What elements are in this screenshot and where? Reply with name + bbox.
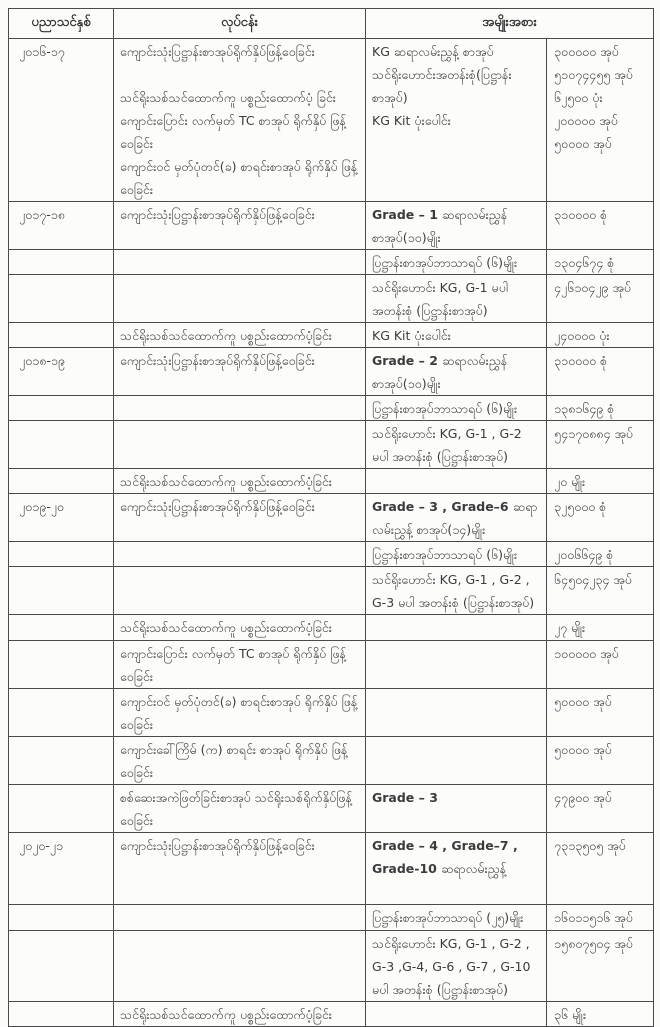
quantity-line: ၂၀၀၆၆၄၉ စုံ bbox=[554, 547, 614, 562]
quantity-cell bbox=[547, 39, 654, 202]
table-row bbox=[9, 737, 654, 785]
table-row bbox=[9, 641, 654, 689]
quantity-cell bbox=[547, 202, 654, 250]
activity-line: ကျောင်းသုံးပြဋ္ဌာန်းစာအုပ်ရိုက်နှိပ်ဖြန့်ဝေခြင်း bbox=[120, 207, 315, 222]
table-row bbox=[9, 323, 654, 348]
year-cell bbox=[9, 567, 114, 615]
quantity-line: ၂၀၀၀၀၀ အုပ် bbox=[554, 113, 618, 128]
activity-line: သင်ရိုးသစ်သင်ထောက်ကူ ပစ္စည်းထောက်ပံ့ ခြင်း bbox=[120, 90, 336, 105]
year-cell bbox=[9, 323, 114, 348]
activity-line: ကျောင်းခေါ်ကြိမ် (က) စာရင်း စာအုပ် ရိုက်နှိပ် ဖြန့်ဝေခြင်း bbox=[120, 742, 348, 780]
category-cell bbox=[366, 689, 547, 737]
quantity-cell bbox=[547, 348, 654, 396]
activity-line: သင်ရိုးသစ်သင်ထောက်ကူ ပစ္စည်းထောက်ပံ့ခြင်း bbox=[120, 620, 332, 635]
table-row bbox=[9, 396, 654, 421]
table-row bbox=[9, 931, 654, 1002]
quantity-line: ၅၀၀၀၀ အုပ် bbox=[554, 136, 612, 151]
quantity-line: ၃၆ မျိုး bbox=[554, 1007, 587, 1022]
year-cell bbox=[9, 469, 114, 494]
quantity-line: ၃၁၀၀၀၀ စုံ bbox=[554, 207, 608, 222]
quantity-line: ၂၀ မျိုး bbox=[554, 474, 586, 489]
category-line: Grade – 1 ဆရာလမ်းညွှန်စာအုပ်(၁၀)မျိုး bbox=[372, 207, 508, 245]
year-cell bbox=[9, 931, 114, 1002]
grade-label: Grade – 2 bbox=[372, 353, 443, 368]
quantity-line: ၅၀၀၀၀ အုပ် bbox=[554, 694, 612, 709]
activity-cell bbox=[114, 567, 366, 615]
activity-line: သင်ရိုးသစ်သင်ထောက်ကူ ပစ္စည်းထောက်ပံ့ခြင်း bbox=[120, 328, 332, 343]
activity-line: ကျောင်းသုံးပြဋ္ဌာန်းစာအုပ်ရိုက်နှိပ်ဖြန့်ဝေခြင်း bbox=[120, 44, 315, 59]
header-row bbox=[9, 9, 654, 39]
table-row bbox=[9, 250, 654, 275]
category-cell bbox=[366, 542, 547, 567]
textbook-distribution-table bbox=[8, 8, 654, 1027]
category-cell bbox=[366, 494, 547, 542]
activity-line: ကျောင်းဝင် မှတ်ပုံတင်(ခ) စာရင်းစာအုပ် ရိုက်နှိပ် ဖြန့်ဝေခြင်း bbox=[120, 159, 358, 197]
activity-line: ကျောင်းပြောင်း လက်မှတ် TC စာအုပ် ရိုက်နှိပ် ဖြန့်ဝေခြင်း bbox=[120, 113, 346, 151]
activity-cell bbox=[114, 905, 366, 931]
category-cell bbox=[366, 348, 547, 396]
activity-cell bbox=[114, 641, 366, 689]
category-cell bbox=[366, 567, 547, 615]
category-cell bbox=[366, 641, 547, 689]
quantity-cell bbox=[547, 615, 654, 641]
quantity-line: ၂၇ မျိုး bbox=[554, 620, 586, 635]
activity-line bbox=[120, 63, 359, 86]
activity-cell bbox=[114, 1002, 366, 1027]
activity-line: သင်ရိုးသစ်သင်ထောက်ကူ ပစ္စည်းထောက်ပံ့ခြင်း bbox=[120, 1007, 332, 1022]
year-cell: ၂၀၁၇-၁၈ bbox=[9, 202, 114, 250]
activity-line: ကျောင်းဝင် မှတ်ပုံတင်(ခ) စာရင်းစာအုပ် ရိုက်နှိပ် ဖြန့်ဝေခြင်း bbox=[120, 694, 358, 732]
category-line: ပြဋ္ဌာန်းစာအုပ်ဘာသာရပ် (၆)မျိုး bbox=[372, 255, 518, 270]
quantity-cell bbox=[547, 905, 654, 931]
header-activity: လုပ်ငန်း bbox=[114, 9, 366, 39]
category-line: သင်ရိုးဟောင်းအတန်းစုံ(ပြဋ္ဌာန်းစာအုပ်) bbox=[372, 67, 512, 105]
activity-cell bbox=[114, 39, 366, 202]
year-cell bbox=[9, 785, 114, 833]
quantity-cell bbox=[547, 494, 654, 542]
grade-label: Grade – 3 , Grade–6 bbox=[372, 499, 513, 514]
table-row bbox=[9, 469, 654, 494]
category-cell bbox=[366, 421, 547, 469]
activity-line: ကျောင်းသုံးပြဋ္ဌာန်းစာအုပ်ရိုက်နှိပ်ဖြန့်ဝေခြင်း bbox=[120, 353, 315, 368]
header-type: အမျိုးအစား bbox=[366, 9, 654, 39]
category-line: သင်ရိုးဟောင်း KG, G-1 , G-2 မပါ အတန်းစုံ (ပြဋ္ဌာန်းစာအုပ်) bbox=[372, 426, 522, 464]
category-cell bbox=[366, 202, 547, 250]
activity-cell bbox=[114, 615, 366, 641]
category-line: ပြဋ္ဌာန်းစာအုပ်ဘာသာရပ် (၆)မျိုး bbox=[372, 547, 518, 562]
year-cell bbox=[9, 250, 114, 275]
category-line: KG ဆရာလမ်းညွှန့် စာအုပ် bbox=[372, 44, 494, 59]
category-line: Grade – 2 ဆရာလမ်းညွှန်စာအုပ်(၁၀)မျိုး bbox=[372, 353, 508, 391]
year-cell bbox=[9, 396, 114, 421]
category-line bbox=[372, 786, 540, 809]
category-line: Grade – 4 , Grade–7 , Grade-10 ဆရာလမ်းညွှန့် bbox=[372, 838, 518, 876]
category-line: ပြဋ္ဌာန်းစာအုပ်ဘာသာရပ် (၆)မျိုး bbox=[372, 401, 518, 416]
quantity-cell bbox=[547, 275, 654, 323]
year-cell bbox=[9, 615, 114, 641]
grade-label: Grade – 4 , Grade–7 , Grade-10 bbox=[372, 838, 518, 876]
quantity-cell bbox=[547, 469, 654, 494]
table-row bbox=[9, 39, 654, 202]
quantity-line: ၁၃၀၄၆၇၄ စုံ bbox=[554, 255, 615, 270]
category-cell bbox=[366, 737, 547, 785]
quantity-line: ၅၄၁၇၀၈၈၄ အုပ် bbox=[554, 426, 634, 441]
quantity-cell bbox=[547, 641, 654, 689]
quantity-cell bbox=[547, 1002, 654, 1027]
table-row bbox=[9, 1002, 654, 1027]
year-cell bbox=[9, 905, 114, 931]
category-cell bbox=[366, 323, 547, 348]
quantity-line: ၆၂၅၀၀ ပုံး bbox=[554, 90, 603, 105]
quantity-line: ၇၃၁၃၅၀၅ အုပ် bbox=[554, 838, 626, 853]
category-cell bbox=[366, 615, 547, 641]
quantity-line: ၁၅၈၀၇၅၀၄ အုပ် bbox=[554, 936, 633, 951]
activity-line: သင်ရိုးသစ်သင်ထောက်ကူ ပစ္စည်းထောက်ပံ့ခြင်း bbox=[120, 474, 332, 489]
category-cell bbox=[366, 905, 547, 931]
quantity-cell bbox=[547, 737, 654, 785]
table-row bbox=[9, 494, 654, 542]
category-line: KG Kit ပုံးပေါင်း bbox=[372, 113, 451, 128]
header-year: ပညာသင်နှစ် bbox=[9, 9, 114, 39]
activity-line: ကျောင်းသုံးပြဋ္ဌာန်းစာအုပ်ရိုက်နှိပ်ဖြန့်ဝေခြင်း bbox=[120, 499, 315, 514]
category-cell bbox=[366, 833, 547, 905]
year-cell bbox=[9, 737, 114, 785]
category-cell bbox=[366, 39, 547, 202]
category-line: သင်ရိုးဟောင်း KG, G-1 , G-2 , G-3 မပါ အတန်းစုံ (ပြဋ္ဌာန်းစာအုပ်) bbox=[372, 572, 535, 610]
category-cell bbox=[366, 1002, 547, 1027]
quantity-line: ၅၀၀၀၀ အုပ် bbox=[554, 742, 612, 757]
table-row bbox=[9, 833, 654, 905]
quantity-line: ၁၆၀၁၁၅၁၆ အုပ် bbox=[554, 910, 633, 925]
year-cell bbox=[9, 1002, 114, 1027]
activity-line: စစ်ဆေးအကဲဖြတ်ခြင်းစာအုပ် သင်ရိုးသစ်ရိုက်နှိပ်ဖြန့်ဝေခြင်း bbox=[120, 790, 352, 828]
table-row bbox=[9, 421, 654, 469]
year-cell: ၂၀၂၀-၂၁ bbox=[9, 833, 114, 905]
category-line: KG Kit ပုံးပေါင်း bbox=[372, 328, 451, 343]
year-cell bbox=[9, 275, 114, 323]
category-line: သင်ရိုးဟောင်း KG, G-1 မပါ အတန်းစုံ (ပြဋ္ဌာန်းစာအုပ်) bbox=[372, 280, 508, 318]
year-cell: ၂၀၁၆-၁၇ bbox=[9, 39, 114, 202]
quantity-line: ၁၀၀၀၀၀ အုပ် bbox=[554, 646, 619, 661]
quantity-line: ၅၁၀၇၄၄၅၅ အုပ် bbox=[554, 67, 633, 82]
activity-cell bbox=[114, 202, 366, 250]
grade-label: Grade – 1 bbox=[372, 207, 443, 222]
activity-cell bbox=[114, 689, 366, 737]
year-cell: ၂၀၁၉-၂၀ bbox=[9, 494, 114, 542]
quantity-cell bbox=[547, 250, 654, 275]
quantity-line: ၃၀၀၀၀၀ အုပ် bbox=[554, 44, 619, 59]
year-cell: ၂၀၁၈-၁၉ bbox=[9, 348, 114, 396]
category-line: Grade – 3 , Grade–6 ဆရာလမ်းညွှန့် စာအုပ်(၁၄)မျိုး bbox=[372, 499, 538, 537]
activity-cell bbox=[114, 833, 366, 905]
table-row bbox=[9, 615, 654, 641]
category-cell bbox=[366, 250, 547, 275]
quantity-line: ၃၁၀၀၀၀ စုံ bbox=[554, 353, 608, 368]
quantity-cell bbox=[547, 421, 654, 469]
activity-cell bbox=[114, 323, 366, 348]
quantity-cell bbox=[547, 542, 654, 567]
quantity-line: ၄၇၉၀၀ အုပ် bbox=[554, 790, 612, 805]
activity-cell bbox=[114, 250, 366, 275]
year-cell bbox=[9, 641, 114, 689]
quantity-cell bbox=[547, 785, 654, 833]
category-cell bbox=[366, 785, 547, 833]
activity-cell bbox=[114, 421, 366, 469]
activity-cell bbox=[114, 931, 366, 1002]
activity-cell bbox=[114, 275, 366, 323]
quantity-cell bbox=[547, 396, 654, 421]
category-cell bbox=[366, 275, 547, 323]
activity-line: ကျောင်းသုံးပြဋ္ဌာန်းစာအုပ်ရိုက်နှိပ်ဖြန့်ဝေခြင်း bbox=[120, 838, 315, 853]
year-cell bbox=[9, 689, 114, 737]
quantity-line: ၂၄၀၀၀၀ ပုံး bbox=[554, 328, 610, 343]
year-cell bbox=[9, 542, 114, 567]
table-row bbox=[9, 689, 654, 737]
quantity-cell bbox=[547, 931, 654, 1002]
table-body bbox=[9, 39, 654, 1027]
table-row bbox=[9, 567, 654, 615]
category-cell bbox=[366, 396, 547, 421]
activity-cell bbox=[114, 737, 366, 785]
year-cell bbox=[9, 421, 114, 469]
activity-cell bbox=[114, 542, 366, 567]
quantity-cell bbox=[547, 323, 654, 348]
quantity-cell bbox=[547, 689, 654, 737]
quantity-line: ၆၄၅၀၄၂၃၄ အုပ် bbox=[554, 572, 632, 587]
quantity-cell bbox=[547, 833, 654, 905]
quantity-line: ၄၂၆၁၀၄၂၉ အုပ် bbox=[554, 280, 632, 295]
activity-cell bbox=[114, 469, 366, 494]
activity-cell bbox=[114, 348, 366, 396]
activity-cell bbox=[114, 494, 366, 542]
table-row bbox=[9, 275, 654, 323]
table-row bbox=[9, 348, 654, 396]
table-row bbox=[9, 202, 654, 250]
quantity-cell bbox=[547, 567, 654, 615]
table-row bbox=[9, 542, 654, 567]
activity-cell bbox=[114, 785, 366, 833]
quantity-line: ၃၂၅၀၀၀ စုံ bbox=[554, 499, 607, 514]
activity-cell bbox=[114, 396, 366, 421]
activity-line: ကျောင်းပြောင်း လက်မှတ် TC စာအုပ် ရိုက်နှိပ် ဖြန့်ဝေခြင်း bbox=[120, 646, 346, 684]
table-row bbox=[9, 785, 654, 833]
category-cell bbox=[366, 469, 547, 494]
grade-label: Grade – 3 bbox=[372, 790, 438, 805]
table-row bbox=[9, 905, 654, 931]
quantity-line: ၁၃၈၁၆၄၉ စုံ bbox=[554, 401, 615, 416]
category-line: သင်ရိုးဟောင်း KG, G-1 , G-2 , G-3 ,G-4, G-6 , G-7 , G-10 မပါ အတန်းစုံ (ပြဋ္ဌာန်းစာအုပ်) bbox=[372, 936, 531, 997]
category-line: ပြဋ္ဌာန်းစာအုပ်ဘာသာရပ် (၂၅)မျိုး bbox=[372, 910, 524, 925]
category-cell bbox=[366, 931, 547, 1002]
